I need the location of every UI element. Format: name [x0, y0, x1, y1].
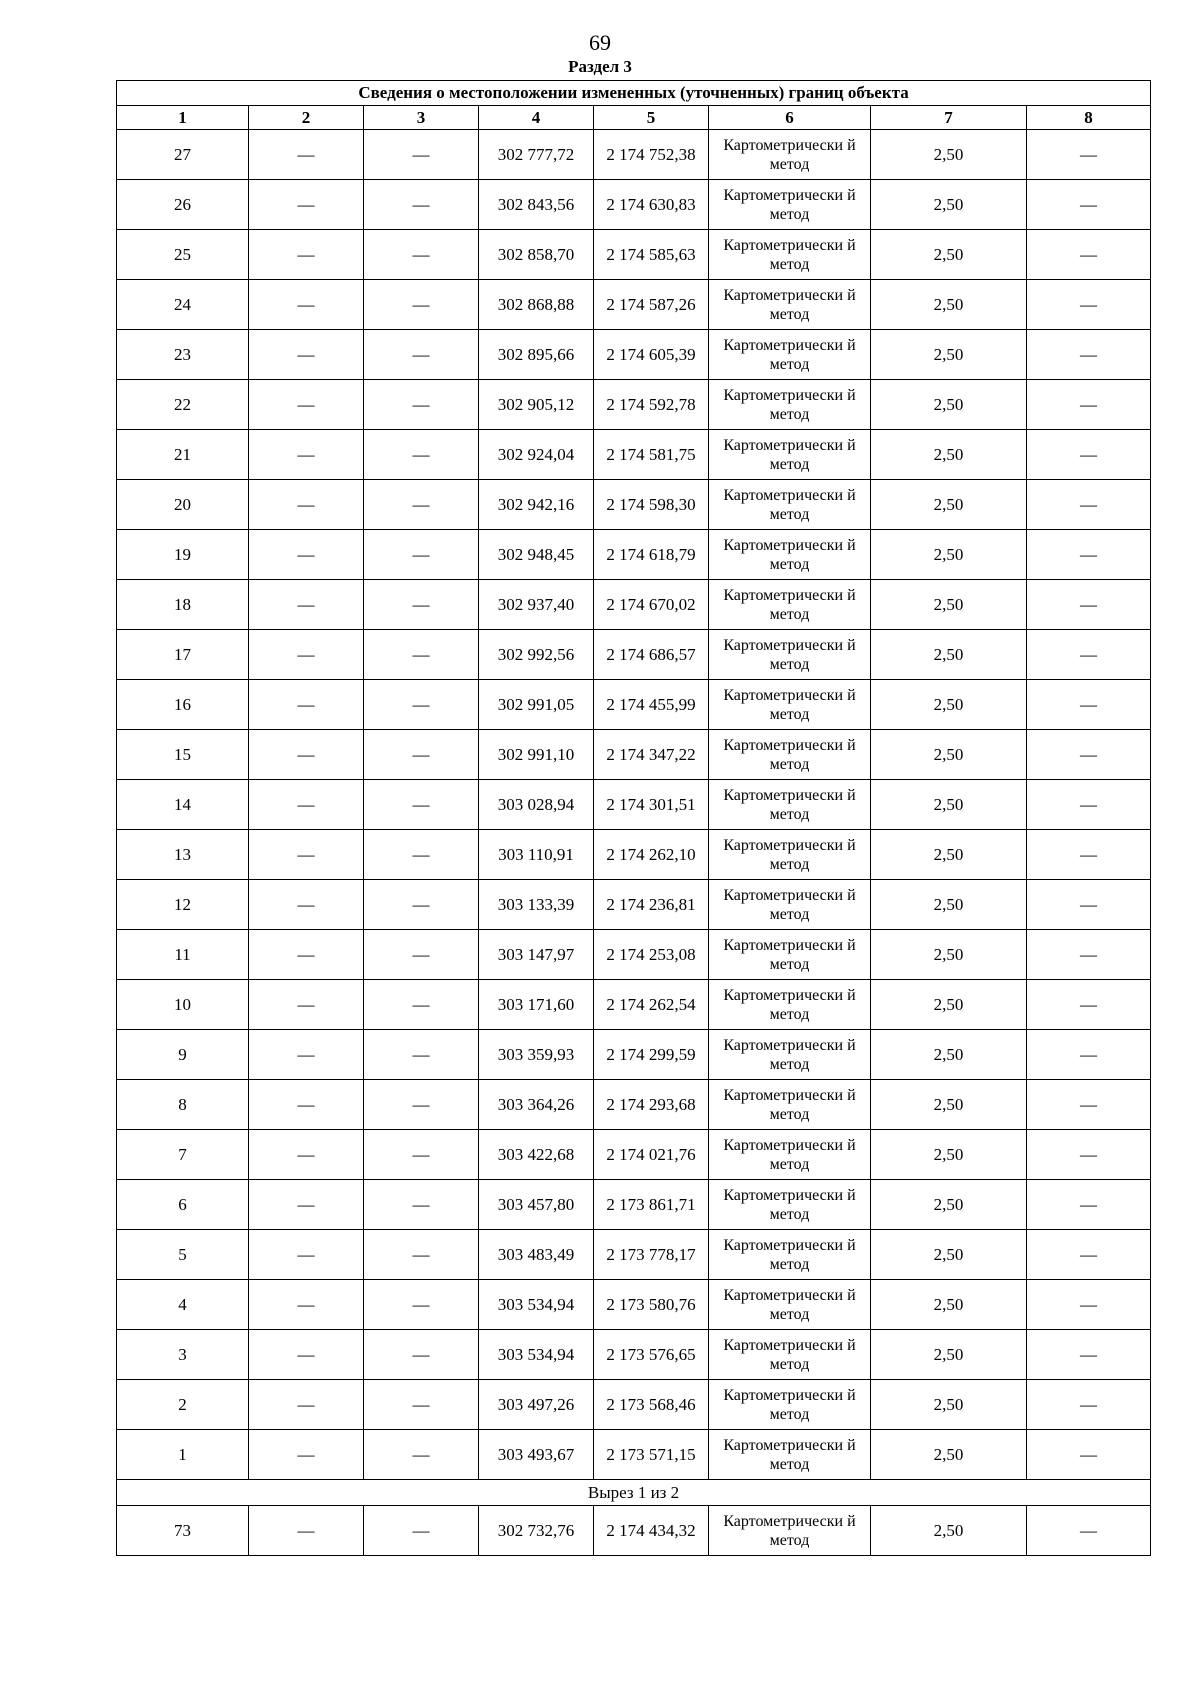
cell-col8: —	[1027, 680, 1151, 730]
coordinate-x-cell: 302 924,04	[479, 430, 594, 480]
method-cell: Картометрически й метод	[709, 1030, 871, 1080]
coordinate-x-cell: 302 777,72	[479, 130, 594, 180]
point-number-cell: 1	[117, 1430, 249, 1480]
cell-col3: —	[364, 380, 479, 430]
coordinate-x-cell: 303 457,80	[479, 1180, 594, 1230]
cell-col3: —	[364, 1230, 479, 1280]
table-row	[117, 1330, 1151, 1380]
accuracy-cell: 2,50	[871, 980, 1027, 1030]
accuracy-cell: 2,50	[871, 530, 1027, 580]
cell-col2: —	[249, 730, 364, 780]
cell-col2: —	[249, 880, 364, 930]
column-header: 8	[1027, 106, 1151, 130]
cell-col2: —	[249, 1230, 364, 1280]
cell-col2: —	[249, 330, 364, 380]
method-cell: Картометрически й метод	[709, 1080, 871, 1130]
cell-col8: —	[1027, 380, 1151, 430]
point-number-cell: 24	[117, 280, 249, 330]
cell-col8: —	[1027, 1430, 1151, 1480]
point-number-cell: 21	[117, 430, 249, 480]
cell-col8: —	[1027, 580, 1151, 630]
accuracy-cell: 2,50	[871, 930, 1027, 980]
method-cell: Картометрически й метод	[709, 780, 871, 830]
method-cell: Картометрически й метод	[709, 730, 871, 780]
coordinate-x-cell: 303 534,94	[479, 1330, 594, 1380]
coordinate-x-cell: 303 028,94	[479, 780, 594, 830]
cell-col8: —	[1027, 330, 1151, 380]
cell-col8: —	[1027, 1030, 1151, 1080]
column-header: 3	[364, 106, 479, 130]
coordinate-x-cell: 302 843,56	[479, 180, 594, 230]
cell-col2: —	[249, 630, 364, 680]
accuracy-cell: 2,50	[871, 330, 1027, 380]
table-row	[117, 1430, 1151, 1480]
coordinate-x-cell: 302 942,16	[479, 480, 594, 530]
table-row	[117, 730, 1151, 780]
method-cell: Картометрически й метод	[709, 430, 871, 480]
method-cell: Картометрически й метод	[709, 830, 871, 880]
column-header: 6	[709, 106, 871, 130]
method-cell: Картометрически й метод	[709, 530, 871, 580]
method-cell: Картометрически й метод	[709, 180, 871, 230]
coordinate-x-cell: 303 534,94	[479, 1280, 594, 1330]
cell-col2: —	[249, 1330, 364, 1380]
cell-col2: —	[249, 230, 364, 280]
coordinate-y-cell: 2 174 618,79	[594, 530, 709, 580]
table-row	[117, 1230, 1151, 1280]
table-row	[117, 630, 1151, 680]
cell-col3: —	[364, 680, 479, 730]
method-cell: Картометрически й метод	[709, 630, 871, 680]
method-cell: Картометрически й метод	[709, 280, 871, 330]
table-row	[117, 930, 1151, 980]
accuracy-cell: 2,50	[871, 1230, 1027, 1280]
cell-col2: —	[249, 780, 364, 830]
column-header: 1	[117, 106, 249, 130]
table-row	[117, 1506, 1151, 1556]
cell-col3: —	[364, 580, 479, 630]
cell-col2: —	[249, 830, 364, 880]
point-number-cell: 18	[117, 580, 249, 630]
page-number: 69	[589, 30, 611, 55]
coordinate-y-cell: 2 174 262,54	[594, 980, 709, 1030]
coordinate-x-cell: 303 110,91	[479, 830, 594, 880]
coordinate-x-cell: 303 493,67	[479, 1430, 594, 1480]
point-number-cell: 20	[117, 480, 249, 530]
point-number-cell: 9	[117, 1030, 249, 1080]
column-header: 7	[871, 106, 1027, 130]
accuracy-cell: 2,50	[871, 830, 1027, 880]
coordinate-y-cell: 2 174 262,10	[594, 830, 709, 880]
column-header: 5	[594, 106, 709, 130]
cell-col3: —	[364, 1506, 479, 1556]
cell-col2: —	[249, 1130, 364, 1180]
table-body-cutout	[117, 1506, 1151, 1556]
coordinate-y-cell: 2 174 686,57	[594, 630, 709, 680]
cell-col3: —	[364, 430, 479, 480]
cell-col8: —	[1027, 430, 1151, 480]
method-cell: Картометрически й метод	[709, 230, 871, 280]
point-number-cell: 16	[117, 680, 249, 730]
cell-col8: —	[1027, 630, 1151, 680]
point-number-cell: 13	[117, 830, 249, 880]
cell-col3: —	[364, 280, 479, 330]
table-row	[117, 480, 1151, 530]
coordinate-x-cell: 302 868,88	[479, 280, 594, 330]
cell-col8: —	[1027, 280, 1151, 330]
cell-col8: —	[1027, 1130, 1151, 1180]
accuracy-cell: 2,50	[871, 680, 1027, 730]
point-number-cell: 7	[117, 1130, 249, 1180]
coordinate-y-cell: 2 174 670,02	[594, 580, 709, 630]
method-cell: Картометрически й метод	[709, 930, 871, 980]
table-row	[117, 780, 1151, 830]
table-row	[117, 680, 1151, 730]
point-number-cell: 10	[117, 980, 249, 1030]
accuracy-cell: 2,50	[871, 1280, 1027, 1330]
coordinate-y-cell: 2 174 630,83	[594, 180, 709, 230]
point-number-cell: 8	[117, 1080, 249, 1130]
cell-col3: —	[364, 1430, 479, 1480]
table-row	[117, 1180, 1151, 1230]
coordinate-y-cell: 2 173 568,46	[594, 1380, 709, 1430]
accuracy-cell: 2,50	[871, 1330, 1027, 1380]
point-number-cell: 22	[117, 380, 249, 430]
coordinate-x-cell: 302 948,45	[479, 530, 594, 580]
cell-col8: —	[1027, 530, 1151, 580]
cell-col2: —	[249, 430, 364, 480]
cell-col8: —	[1027, 480, 1151, 530]
table-row	[117, 530, 1151, 580]
coordinate-x-cell: 303 422,68	[479, 1130, 594, 1180]
cutout-section	[117, 1480, 1151, 1506]
section-title: Раздел 3	[568, 57, 632, 76]
accuracy-cell: 2,50	[871, 130, 1027, 180]
cell-col2: —	[249, 1430, 364, 1480]
accuracy-cell: 2,50	[871, 580, 1027, 630]
cell-col3: —	[364, 1330, 479, 1380]
cell-col8: —	[1027, 880, 1151, 930]
cell-col3: —	[364, 130, 479, 180]
method-cell: Картометрически й метод	[709, 980, 871, 1030]
cell-col8: —	[1027, 1180, 1151, 1230]
cell-col8: —	[1027, 180, 1151, 230]
cell-col3: —	[364, 1130, 479, 1180]
cell-col3: —	[364, 1280, 479, 1330]
point-number-cell: 2	[117, 1380, 249, 1430]
point-number-cell: 4	[117, 1280, 249, 1330]
accuracy-cell: 2,50	[871, 1080, 1027, 1130]
cell-col3: —	[364, 880, 479, 930]
accuracy-cell: 2,50	[871, 780, 1027, 830]
coordinate-x-cell: 303 364,26	[479, 1080, 594, 1130]
cell-col8: —	[1027, 1230, 1151, 1280]
accuracy-cell: 2,50	[871, 430, 1027, 480]
coordinate-y-cell: 2 173 576,65	[594, 1330, 709, 1380]
point-number-cell: 17	[117, 630, 249, 680]
coordinate-y-cell: 2 174 434,32	[594, 1506, 709, 1556]
point-number-cell: 12	[117, 880, 249, 930]
accuracy-cell: 2,50	[871, 1180, 1027, 1230]
cell-col8: —	[1027, 1280, 1151, 1330]
point-number-cell: 3	[117, 1330, 249, 1380]
cell-col3: —	[364, 330, 479, 380]
cell-col2: —	[249, 680, 364, 730]
table-row	[117, 1030, 1151, 1080]
point-number-cell: 11	[117, 930, 249, 980]
coordinate-y-cell: 2 173 580,76	[594, 1280, 709, 1330]
method-cell: Картометрически й метод	[709, 1180, 871, 1230]
point-number-cell: 19	[117, 530, 249, 580]
cell-col2: —	[249, 1180, 364, 1230]
table-row	[117, 1130, 1151, 1180]
cell-col8: —	[1027, 980, 1151, 1030]
cell-col8: —	[1027, 830, 1151, 880]
cell-col3: —	[364, 230, 479, 280]
coordinate-x-cell: 302 937,40	[479, 580, 594, 630]
point-number-cell: 23	[117, 330, 249, 380]
coordinate-x-cell: 302 991,05	[479, 680, 594, 730]
cell-col8: —	[1027, 930, 1151, 980]
cell-col2: —	[249, 130, 364, 180]
cell-col2: —	[249, 530, 364, 580]
method-cell: Картометрически й метод	[709, 1130, 871, 1180]
coordinate-x-cell: 303 483,49	[479, 1230, 594, 1280]
table-row	[117, 130, 1151, 180]
method-cell: Картометрически й метод	[709, 330, 871, 380]
coordinates-table	[116, 80, 1151, 1556]
method-cell: Картометрически й метод	[709, 880, 871, 930]
point-number-cell: 73	[117, 1506, 249, 1556]
cell-col2: —	[249, 1280, 364, 1330]
coordinate-y-cell: 2 174 253,08	[594, 930, 709, 980]
cell-col2: —	[249, 380, 364, 430]
table-row	[117, 380, 1151, 430]
method-cell: Картометрически й метод	[709, 1506, 871, 1556]
accuracy-cell: 2,50	[871, 1130, 1027, 1180]
cell-col3: —	[364, 180, 479, 230]
cell-col3: —	[364, 530, 479, 580]
cell-col2: —	[249, 1030, 364, 1080]
coordinate-x-cell: 302 905,12	[479, 380, 594, 430]
coordinate-x-cell: 302 992,56	[479, 630, 594, 680]
coordinate-x-cell: 302 732,76	[479, 1506, 594, 1556]
accuracy-cell: 2,50	[871, 280, 1027, 330]
cell-col8: —	[1027, 1380, 1151, 1430]
accuracy-cell: 2,50	[871, 230, 1027, 280]
coordinate-y-cell: 2 174 347,22	[594, 730, 709, 780]
point-number-cell: 25	[117, 230, 249, 280]
table-row	[117, 180, 1151, 230]
cell-col8: —	[1027, 1330, 1151, 1380]
accuracy-cell: 2,50	[871, 1030, 1027, 1080]
table-body	[117, 130, 1151, 1480]
cell-col8: —	[1027, 130, 1151, 180]
cell-col2: —	[249, 980, 364, 1030]
coordinate-y-cell: 2 174 581,75	[594, 430, 709, 480]
accuracy-cell: 2,50	[871, 180, 1027, 230]
method-cell: Картометрически й метод	[709, 1380, 871, 1430]
column-header: 4	[479, 106, 594, 130]
method-cell: Картометрически й метод	[709, 1430, 871, 1480]
method-cell: Картометрически й метод	[709, 1330, 871, 1380]
coordinate-y-cell: 2 173 861,71	[594, 1180, 709, 1230]
cell-col2: —	[249, 1506, 364, 1556]
table-row	[117, 430, 1151, 480]
cell-col2: —	[249, 280, 364, 330]
coordinate-y-cell: 2 174 585,63	[594, 230, 709, 280]
table-row	[117, 330, 1151, 380]
point-number-cell: 27	[117, 130, 249, 180]
cutout-note: Вырез 1 из 2	[117, 1480, 1151, 1506]
column-header-row	[117, 106, 1151, 130]
point-number-cell: 14	[117, 780, 249, 830]
cell-col3: —	[364, 1380, 479, 1430]
cell-col3: —	[364, 480, 479, 530]
coordinate-y-cell: 2 174 605,39	[594, 330, 709, 380]
cell-col8: —	[1027, 230, 1151, 280]
cell-col8: —	[1027, 730, 1151, 780]
accuracy-cell: 2,50	[871, 630, 1027, 680]
method-cell: Картометрически й метод	[709, 680, 871, 730]
method-cell: Картометрически й метод	[709, 1230, 871, 1280]
table-row	[117, 230, 1151, 280]
cell-col2: —	[249, 180, 364, 230]
cell-col8: —	[1027, 1506, 1151, 1556]
coordinate-x-cell: 303 359,93	[479, 1030, 594, 1080]
accuracy-cell: 2,50	[871, 880, 1027, 930]
cell-col3: —	[364, 930, 479, 980]
coordinate-x-cell: 303 133,39	[479, 880, 594, 930]
table-row	[117, 1380, 1151, 1430]
method-cell: Картометрически й метод	[709, 130, 871, 180]
point-number-cell: 15	[117, 730, 249, 780]
coordinate-y-cell: 2 173 778,17	[594, 1230, 709, 1280]
table-caption: Сведения о местоположении измененных (уточненных) границ объекта	[117, 81, 1151, 106]
column-header: 2	[249, 106, 364, 130]
table-row	[117, 980, 1151, 1030]
accuracy-cell: 2,50	[871, 1430, 1027, 1480]
coordinate-y-cell: 2 174 293,68	[594, 1080, 709, 1130]
point-number-cell: 6	[117, 1180, 249, 1230]
coordinate-y-cell: 2 174 299,59	[594, 1030, 709, 1080]
table-row	[117, 1080, 1151, 1130]
cell-col8: —	[1027, 1080, 1151, 1130]
coordinate-y-cell: 2 174 021,76	[594, 1130, 709, 1180]
cell-col3: —	[364, 730, 479, 780]
cell-col2: —	[249, 930, 364, 980]
accuracy-cell: 2,50	[871, 730, 1027, 780]
method-cell: Картометрически й метод	[709, 1280, 871, 1330]
coordinate-x-cell: 303 147,97	[479, 930, 594, 980]
accuracy-cell: 2,50	[871, 1380, 1027, 1430]
accuracy-cell: 2,50	[871, 380, 1027, 430]
coordinate-x-cell: 302 991,10	[479, 730, 594, 780]
accuracy-cell: 2,50	[871, 480, 1027, 530]
cell-col2: —	[249, 1080, 364, 1130]
table-row	[117, 830, 1151, 880]
method-cell: Картометрически й метод	[709, 580, 871, 630]
coordinate-y-cell: 2 174 592,78	[594, 380, 709, 430]
point-number-cell: 26	[117, 180, 249, 230]
method-cell: Картометрически й метод	[709, 380, 871, 430]
cell-col3: —	[364, 630, 479, 680]
point-number-cell: 5	[117, 1230, 249, 1280]
table-row	[117, 280, 1151, 330]
coordinate-x-cell: 302 858,70	[479, 230, 594, 280]
cell-col3: —	[364, 980, 479, 1030]
coordinate-y-cell: 2 174 301,51	[594, 780, 709, 830]
cell-col2: —	[249, 480, 364, 530]
coordinate-x-cell: 303 171,60	[479, 980, 594, 1030]
method-cell: Картометрически й метод	[709, 480, 871, 530]
cell-col3: —	[364, 1180, 479, 1230]
coordinate-x-cell: 302 895,66	[479, 330, 594, 380]
coordinate-y-cell: 2 174 587,26	[594, 280, 709, 330]
coordinate-y-cell: 2 174 598,30	[594, 480, 709, 530]
cell-col2: —	[249, 580, 364, 630]
accuracy-cell: 2,50	[871, 1506, 1027, 1556]
coordinate-x-cell: 303 497,26	[479, 1380, 594, 1430]
table-row	[117, 1280, 1151, 1330]
table-row	[117, 880, 1151, 930]
cell-col8: —	[1027, 780, 1151, 830]
coordinate-y-cell: 2 173 571,15	[594, 1430, 709, 1480]
cell-col3: —	[364, 830, 479, 880]
table-row	[117, 580, 1151, 630]
cell-col3: —	[364, 1030, 479, 1080]
cell-col3: —	[364, 780, 479, 830]
cell-col2: —	[249, 1380, 364, 1430]
coordinate-y-cell: 2 174 455,99	[594, 680, 709, 730]
coordinate-y-cell: 2 174 236,81	[594, 880, 709, 930]
cell-col3: —	[364, 1080, 479, 1130]
coordinate-y-cell: 2 174 752,38	[594, 130, 709, 180]
